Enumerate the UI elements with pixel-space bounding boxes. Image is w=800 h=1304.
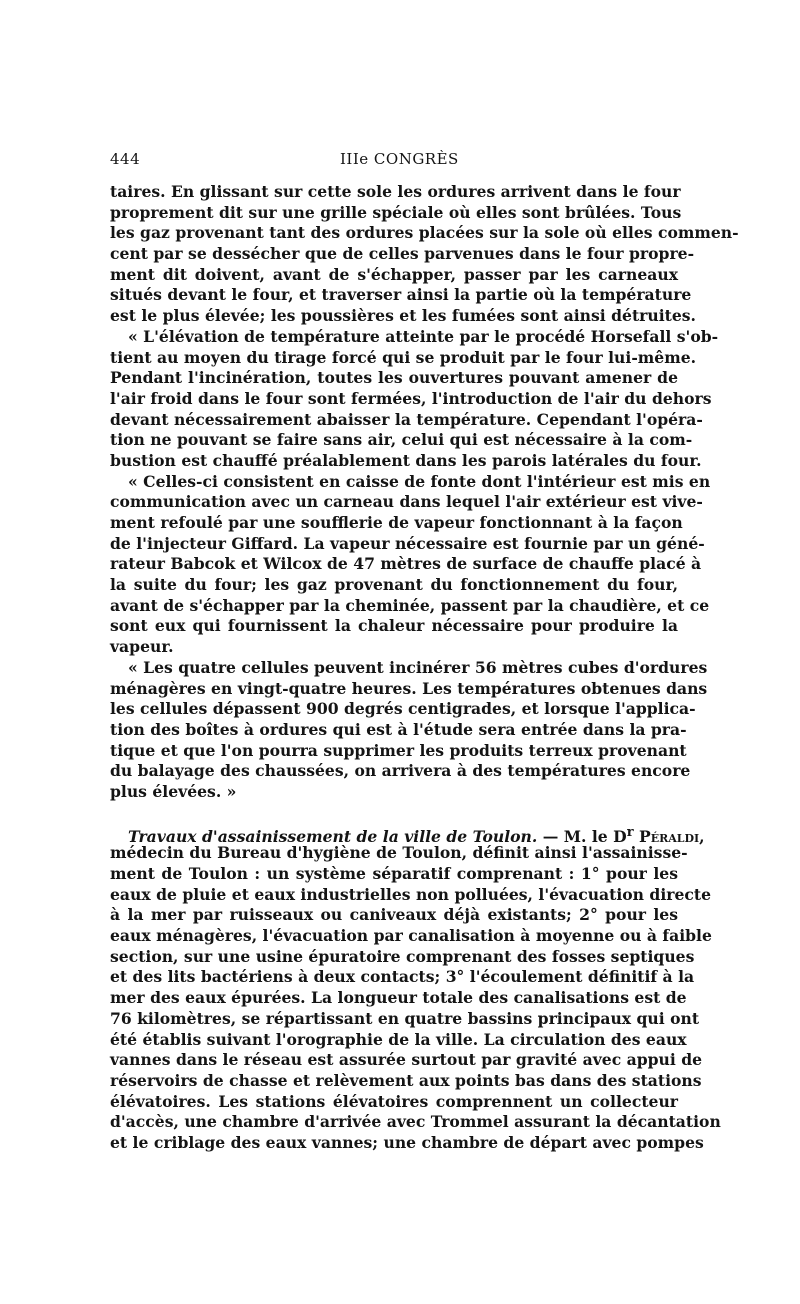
text-line: communication avec un carneau dans lequel l'air extérieur est vive-: [110, 492, 703, 512]
text-line: tion des boîtes à ordures qui est à l'étude sera entrée dans la pra-: [110, 719, 687, 739]
text-line: ménagères en vingt-quatre heures. Les températures obtenues dans: [110, 678, 708, 698]
paragraph-3: [110, 471, 711, 658]
text-line: plus élevées. »: [110, 781, 237, 801]
running-title: IIIe CONGRÈS: [340, 150, 459, 168]
text-line: 76 kilomètres, se répartissant en quatre bassins principaux qui ont: [110, 1008, 700, 1028]
text-line: d'accès, une chambre d'arrivée avec Trommel assurant la décantation: [110, 1112, 721, 1132]
text-line: tion ne pouvant se faire sans air, celui qui est nécessaire à la com-: [110, 430, 693, 450]
text-line: à la mer par ruisseaux ou caniveaux déjà existants; 2° pour les: [110, 905, 678, 925]
text-line: « L'élévation de température atteinte par le procédé Horsefall s'ob-: [128, 326, 719, 346]
title-superscript: r: [626, 824, 634, 840]
paragraph-1: [110, 182, 739, 327]
page-number: 444: [110, 150, 141, 168]
text-line: section, sur une usine épuratoire comprenant des fosses septiques: [110, 946, 695, 966]
text-line: bustion est chauffé préalablement dans les parois latérales du four.: [110, 450, 702, 470]
text-line: est le plus élevée; les poussières et les fumées sont ainsi détruites.: [110, 306, 696, 326]
text-line: médecin du Bureau d'hygiène de Toulon, définit ainsi l'assainisse-: [110, 843, 688, 863]
text-line: eaux ménagères, l'évacuation par canalisation à moyenne ou à faible: [110, 926, 712, 946]
text-line: vannes dans le réseau est assurée surtout par gravité avec appui de: [110, 1050, 703, 1070]
text-line: Pendant l'incinération, toutes les ouvertures pouvant amener de: [110, 368, 678, 388]
text-line: cent par se dessécher que de celles parvenues dans le four propre-: [110, 244, 695, 264]
text-line: taires. En glissant sur cette sole les ordures arrivent dans le four: [110, 182, 681, 201]
text-line: et des lits bactériens à deux contacts; 3° l'écoulement définitif à la: [110, 967, 695, 987]
text-line: « Les quatre cellules peuvent incinérer 56 mètres cubes d'ordures: [128, 657, 708, 677]
section-spacer: [110, 803, 678, 823]
section-title: Travaux d'assainissement de la ville de Toulon.: [128, 826, 538, 846]
text-line: avant de s'échapper par la cheminée, passent par la chaudière, et ce: [110, 595, 710, 615]
paragraph-2: [110, 326, 719, 472]
running-head: [110, 150, 678, 172]
text-line: devant nécessairement abaisser la température. Cependant l'opéra-: [110, 409, 703, 429]
text-line: élévatoires. Les stations élévatoires comprennent un collecteur: [110, 1091, 678, 1111]
text-line: vapeur.: [110, 637, 174, 657]
text-line: « Celles-ci consistent en caisse de fonte dont l'intérieur est mis en: [128, 471, 711, 491]
text-line: réservoirs de chasse et relèvement aux points bas dans des stations: [110, 1070, 702, 1090]
section-toulon: [110, 823, 721, 1154]
text-line: ment de Toulon : un système séparatif comprenant : 1° pour les: [110, 864, 678, 883]
text-line: tique et que l'on pourra supprimer les produits terreux provenant: [110, 740, 687, 760]
text-line: ment dit doivent, avant de s'échapper, passer par les carneaux: [110, 264, 678, 284]
body-text: [110, 182, 739, 1154]
text-line: la suite du four; les gaz provenant du fonctionnement du four,: [110, 575, 678, 595]
section-intro-text: — M. le D: [537, 826, 627, 846]
text-line: été établis suivant l'orographie de la ville. La circulation des eaux: [110, 1029, 687, 1049]
text-line: l'air froid dans le four sont fermées, l'introduction de l'air du dehors: [110, 388, 712, 408]
text-line: les gaz provenant tant des ordures placées sur la sole où elles commen-: [110, 223, 739, 243]
text-line: tient au moyen du tirage forcé qui se produit par le four lui-même.: [110, 347, 697, 367]
text-line: et le criblage des eaux vannes; une chambre de départ avec pompes: [110, 1132, 704, 1152]
text-line: eaux de pluie et eaux industrielles non polluées, l'évacuation directe: [110, 884, 712, 904]
text-line: rateur Babcok et Wilcox de 47 mètres de surface de chauffe placé à: [110, 554, 702, 574]
text-line: situés devant le four, et traverser ainsi la partie où la température: [110, 285, 692, 305]
text-line: ment refoulé par une soufflerie de vapeur fonctionnant à la façon: [110, 513, 683, 532]
text-line: sont eux qui fournissent la chaleur nécessaire pour produire la: [110, 616, 678, 636]
text-line: du balayage des chaussées, on arrivera à des températures encore: [110, 761, 691, 781]
paragraph-4: [110, 657, 708, 803]
text-line: proprement dit sur une grille spéciale où elles sont brûlées. Tous: [110, 202, 682, 222]
text-line: de l'injecteur Giffard. La vapeur nécessaire est fournie par un géné-: [110, 533, 705, 553]
text-line: mer des eaux épurées. La longueur totale des canalisations est de: [110, 988, 687, 1008]
text-line: les cellules dépassent 900 degrés centigrades, et lorsque l'applica-: [110, 699, 696, 719]
author-name: Péraldi,: [633, 826, 705, 846]
section-first-line: [110, 823, 705, 846]
